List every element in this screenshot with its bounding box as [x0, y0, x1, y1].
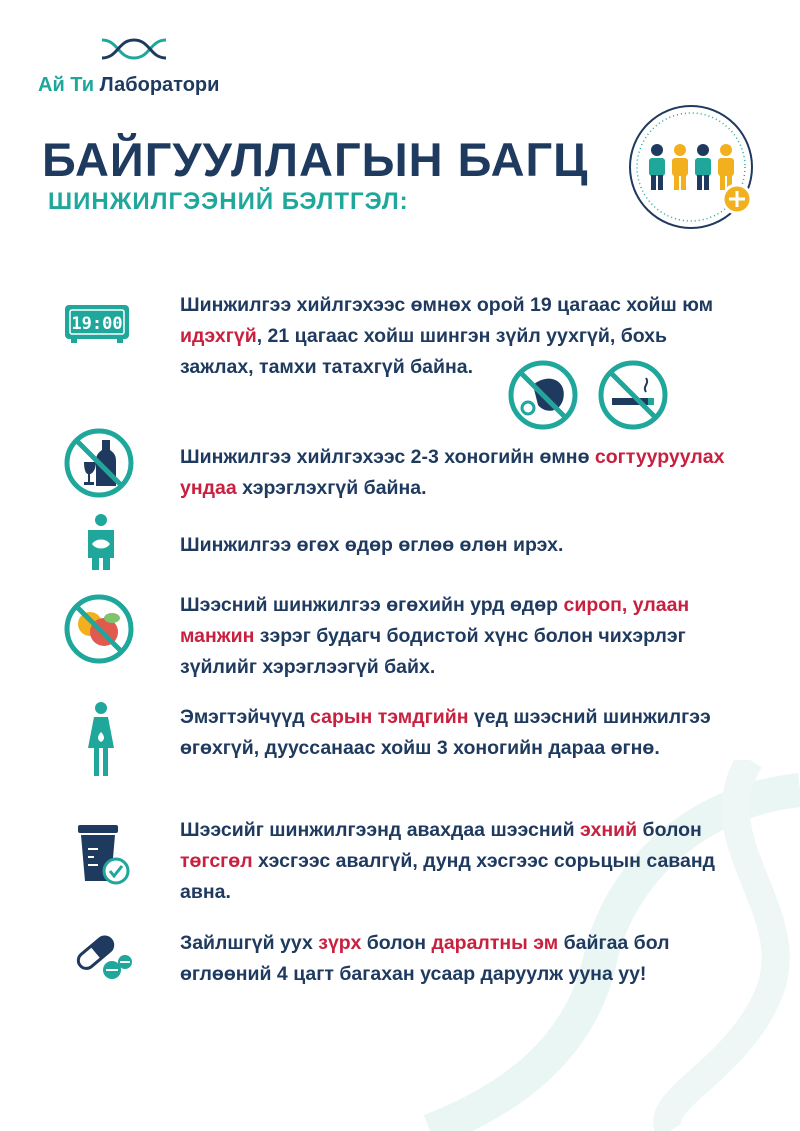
instruction-text [180, 530, 740, 561]
text-segment: Эмэгтэйчүүд [180, 706, 311, 728]
woman-icon [86, 702, 116, 778]
text-segment: хэсгээс авалгүй, дунд хэсгээс сорьцын саванд авна. [180, 850, 716, 903]
clock-icon [63, 303, 133, 345]
no-smoking-icon [598, 360, 668, 430]
text-segment: байгаа бол өглөөний 4 цагт багахан усаар даруулж ууна уу! [180, 932, 670, 985]
text-segment: Шинжилгээ өгөх өдөр өглөө өлөн ирэх. [180, 534, 564, 556]
instruction-item [0, 590, 800, 690]
sample-cup-icon [76, 823, 130, 885]
text-segment: Шээсний шинжилгээ өгөхийн урд өдөр [180, 594, 564, 616]
no-alcohol-icon [64, 428, 134, 498]
text-segment: үед шээсний шинжилгээ өгөхгүй, дууссанаас хойш 3 хоногийн дараа өгнө. [180, 706, 711, 759]
text-segment: болон [361, 932, 432, 954]
instruction-text [180, 442, 740, 504]
text-segment: Шинжилгээ хийлгэхээс өмнөх орой 19 цагаас хойш юм [180, 294, 714, 316]
highlight-segment: төгсгөл [180, 850, 253, 872]
highlight-segment: эхний [580, 819, 638, 841]
logo-text [38, 74, 219, 97]
text-segment: Шээсийг шинжилгээнд авахдаа шээсний [180, 819, 580, 841]
instruction-text [180, 702, 740, 764]
highlight-segment: сарын тэмдгийн [310, 706, 469, 728]
page-title: БАЙГУУЛЛАГЫН БАГЦ [42, 133, 589, 186]
text-segment: зэрэг будагч бодистой хүнс болон чихэрлэг зүйлийг хэрэглээгүй байх. [180, 625, 686, 678]
text-segment: Зайлшгүй уух [180, 932, 319, 954]
instruction-text [180, 928, 740, 990]
instruction-item [0, 928, 800, 1008]
text-segment: хэрэглэхгүй байна. [236, 477, 427, 499]
logo [38, 36, 238, 106]
instruction-text [180, 815, 740, 908]
text-segment: Шинжилгээ хийлгэхээс 2-3 хоногийн өмнө [180, 446, 595, 468]
team-badge-icon [627, 103, 759, 235]
instruction-item [0, 530, 800, 580]
text-segment: болон [637, 819, 702, 841]
instruction-item [0, 442, 800, 512]
logo-text-part1: Ай Ти [38, 74, 95, 96]
fasting-person-icon [84, 514, 118, 570]
no-colored-food-icon [64, 594, 134, 664]
dna-logo-icon [100, 36, 168, 62]
highlight-segment: согтууруулах ундаа [180, 446, 725, 499]
highlight-segment: даралтны эм [431, 932, 559, 954]
page-subtitle: ШИНЖИЛГЭЭНИЙ БЭЛТГЭЛ: [48, 188, 409, 215]
check-icon [104, 859, 128, 883]
no-eating-icon [508, 360, 578, 430]
logo-text-part2: Лаборатори [99, 74, 220, 96]
highlight-segment: сироп, улаан манжин [180, 594, 690, 647]
highlight-segment: зүрх [318, 932, 362, 954]
text-segment: , 21 цагаас хойш шингэн зүйл уухгүй, бохь зажлах, тамхи татахгүй байна. [180, 325, 668, 378]
instruction-item [0, 815, 800, 915]
clock-display-text: 19:00 [71, 314, 123, 334]
pills-icon [74, 932, 134, 984]
instruction-item [0, 290, 800, 420]
instruction-text [180, 590, 740, 683]
highlight-segment: идэхгүй [180, 325, 257, 347]
instruction-item [0, 702, 800, 802]
